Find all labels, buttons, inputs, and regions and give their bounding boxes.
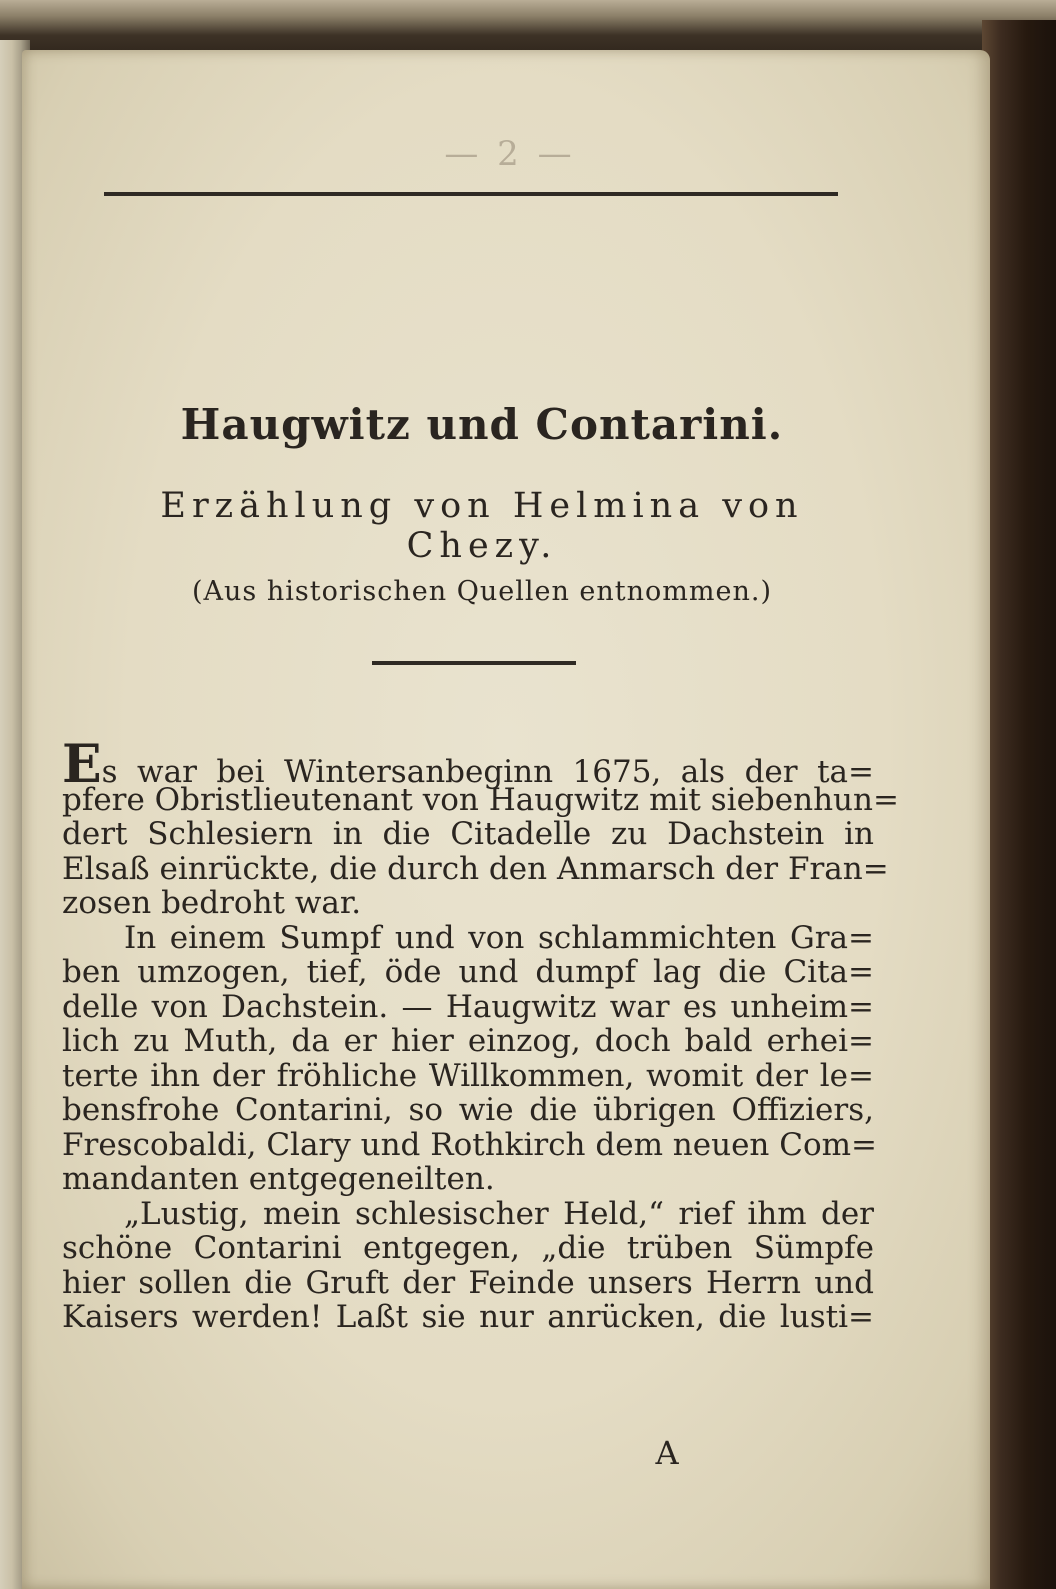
top-rule	[104, 192, 838, 196]
text-line: schöne Contarini entgegen, „die trüben Sümpfe	[62, 1230, 874, 1266]
page-title: Haugwitz und Contarini.	[180, 400, 784, 449]
text-line: zosen bedroht war.	[62, 885, 362, 921]
page-number: — 2 —	[444, 134, 576, 174]
text-line: mandanten entgegeneilten.	[62, 1161, 495, 1197]
text-line: Elsaß einrückte, die durch den Anmarsch der Fran=	[62, 850, 889, 887]
text-line: lich zu Muth, da er hier einzog, doch bald erhei=	[62, 1023, 874, 1059]
text-line: In einem Sumpf und von schlammichten Gra=	[124, 919, 874, 956]
subtitle: Erzählung von Helmina von Chezy.	[160, 486, 804, 566]
text-line: Kaisers werden! Laßt sie nur anrücken, die lusti=	[62, 1299, 874, 1335]
text-line: hier sollen die Gruft der Feinde unsers Herrn und	[62, 1264, 874, 1301]
body-text	[62, 734, 899, 1335]
text-line: pfere Obristlieutenant von Haugwitz mit siebenhun=	[62, 781, 899, 818]
text-line: terte ihn der fröhliche Willkommen, womit der le=	[62, 1057, 874, 1094]
section-rule	[372, 661, 576, 665]
drop-letter: E	[62, 734, 102, 795]
text-line: ben umzogen, tief, öde und dumpf lag die Cita=	[62, 954, 874, 990]
text-line: „Lustig, mein schlesischer Held,“ rief ihm der	[124, 1195, 874, 1232]
text-line: Frescobaldi, Clary und Rothkirch dem neuen Com=	[62, 1126, 878, 1163]
source-note: (Aus historischen Quellen entnommen.)	[192, 576, 772, 607]
text-line: s war bei Wintersanbeginn 1675, als der ta=	[101, 754, 874, 790]
book-cover-right-edge	[982, 20, 1056, 1589]
text-line: bensfrohe Contarini, so wie die übrigen Offiziers,	[62, 1092, 874, 1128]
text-line: delle von Dachstein. — Haugwitz war es unheim=	[62, 988, 874, 1025]
signature-mark: A	[655, 1434, 679, 1472]
text-line: dert Schlesiern in die Citadelle zu Dachstein in	[62, 816, 874, 852]
book-page	[22, 50, 990, 1589]
